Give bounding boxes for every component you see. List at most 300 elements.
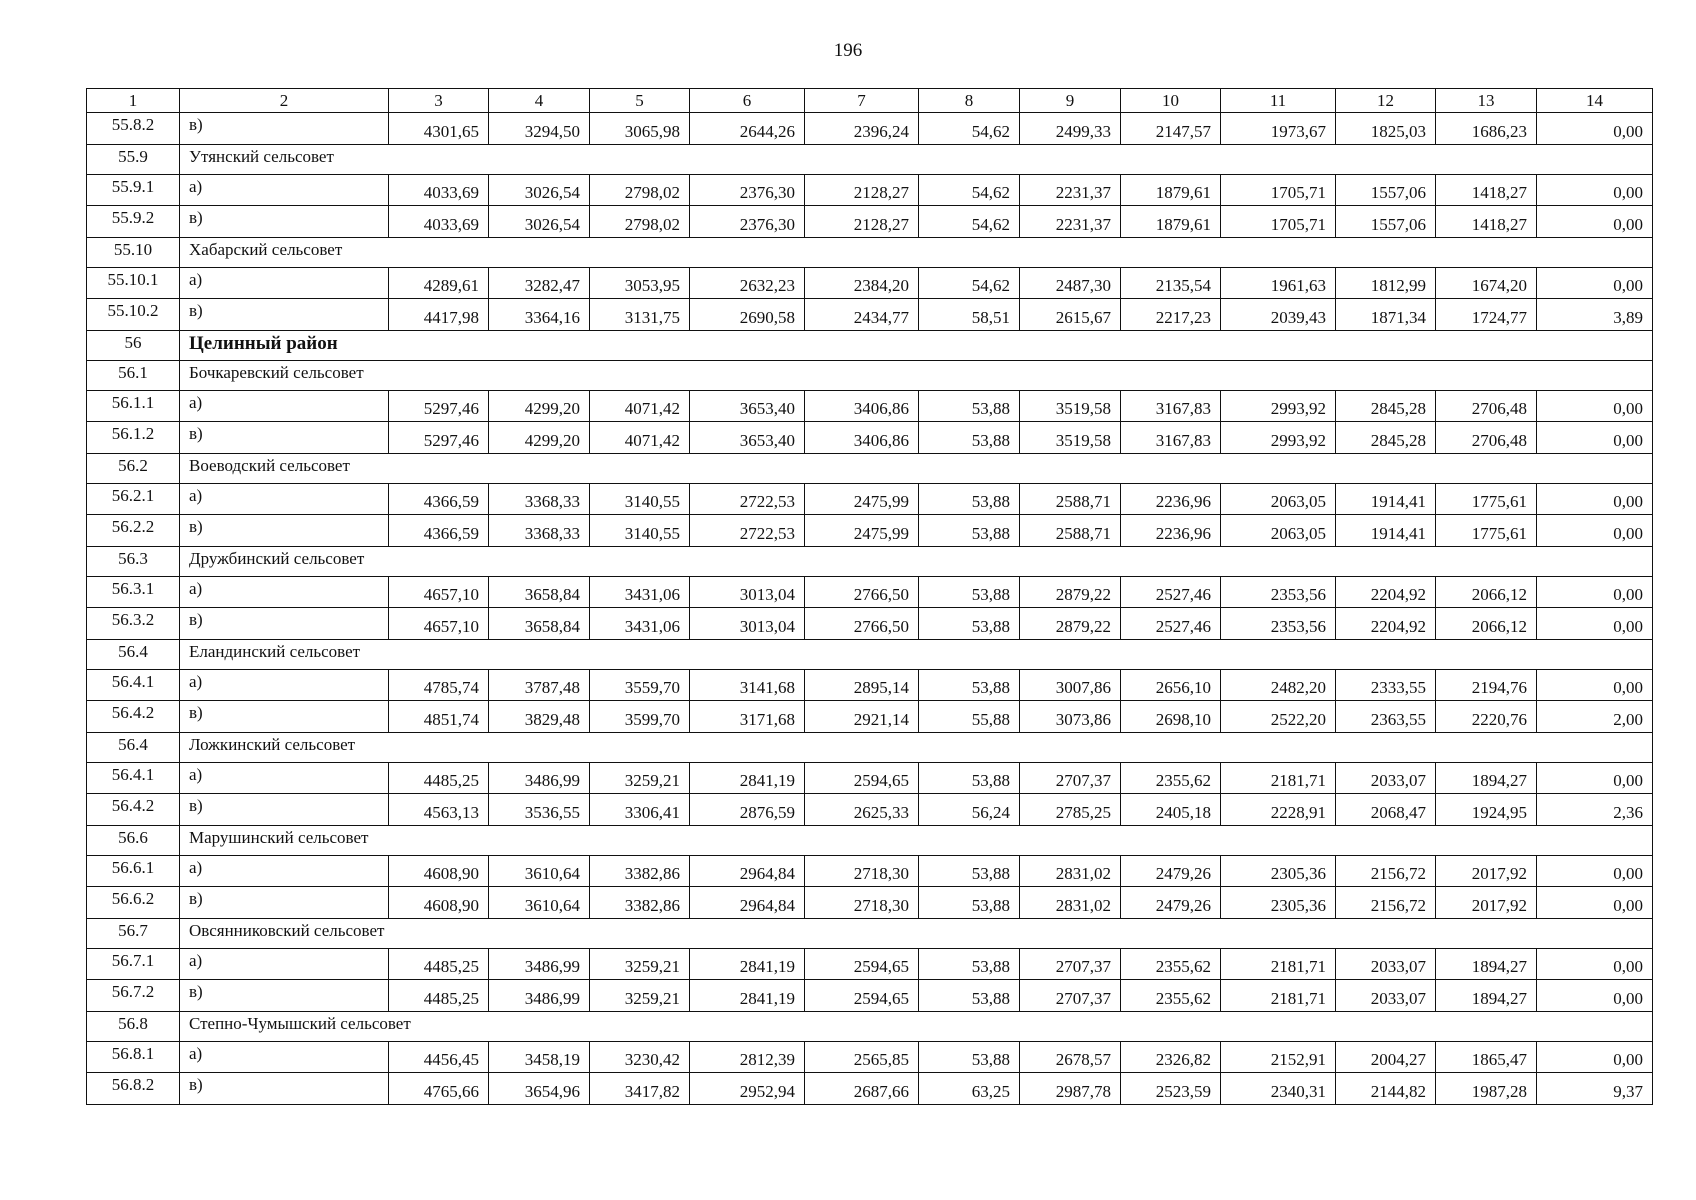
value-cell: 2952,94 (690, 1073, 805, 1105)
value-cell: 2340,31 (1221, 1073, 1336, 1105)
value-cell: 2135,54 (1121, 267, 1221, 299)
value-cell: 2594,65 (805, 948, 919, 980)
value-cell: 2236,96 (1121, 483, 1221, 515)
group-row (87, 825, 1653, 855)
value-cell: 2722,53 (690, 515, 805, 547)
value-cell: 1557,06 (1336, 206, 1436, 238)
value-cell: 2588,71 (1020, 515, 1121, 547)
value-cell: 2231,37 (1020, 174, 1121, 206)
value-cell: 0,00 (1537, 762, 1653, 794)
value-cell: 3026,54 (489, 174, 590, 206)
value-cell: 2706,48 (1436, 390, 1537, 422)
row-code: 56.6 (87, 825, 180, 855)
row-code: 56.7.1 (87, 948, 180, 980)
row-label: в) (180, 887, 389, 919)
value-cell: 2625,33 (805, 794, 919, 826)
value-cell: 2487,30 (1020, 267, 1121, 299)
value-cell: 3065,98 (590, 113, 690, 145)
value-cell: 3368,33 (489, 515, 590, 547)
value-cell: 2845,28 (1336, 422, 1436, 454)
value-cell: 3140,55 (590, 515, 690, 547)
table-row (87, 299, 1653, 331)
value-cell: 3073,86 (1020, 701, 1121, 733)
value-cell: 3536,55 (489, 794, 590, 826)
value-cell: 2181,71 (1221, 980, 1336, 1012)
value-cell: 3559,70 (590, 669, 690, 701)
group-title: Дружбинский сельсовет (180, 546, 1653, 576)
row-code: 56.1.2 (87, 422, 180, 454)
table-row (87, 576, 1653, 608)
value-cell: 3259,21 (590, 948, 690, 980)
value-cell: 0,00 (1537, 1041, 1653, 1073)
row-code: 56.4 (87, 732, 180, 762)
value-cell: 2482,20 (1221, 669, 1336, 701)
value-cell: 0,00 (1537, 855, 1653, 887)
value-cell: 1871,34 (1336, 299, 1436, 331)
value-cell: 5297,46 (389, 390, 489, 422)
value-cell: 0,00 (1537, 608, 1653, 640)
row-code: 56.3.1 (87, 576, 180, 608)
value-cell: 1879,61 (1121, 206, 1221, 238)
value-cell: 3431,06 (590, 608, 690, 640)
row-code: 56.6.1 (87, 855, 180, 887)
value-cell: 0,00 (1537, 113, 1653, 145)
row-code: 56.2 (87, 453, 180, 483)
value-cell: 4299,20 (489, 422, 590, 454)
value-cell: 4765,66 (389, 1073, 489, 1105)
value-cell: 4366,59 (389, 483, 489, 515)
row-code: 55.8.2 (87, 113, 180, 145)
row-code: 56.1 (87, 360, 180, 390)
value-cell: 4033,69 (389, 206, 489, 238)
group-title: Степно-Чумышский сельсовет (180, 1011, 1653, 1041)
value-cell: 1775,61 (1436, 483, 1537, 515)
value-cell: 2004,27 (1336, 1041, 1436, 1073)
value-cell: 2217,23 (1121, 299, 1221, 331)
value-cell: 53,88 (919, 1041, 1020, 1073)
value-cell: 3610,64 (489, 887, 590, 919)
row-code: 56 (87, 330, 180, 360)
value-cell: 2066,12 (1436, 608, 1537, 640)
value-cell: 3282,47 (489, 267, 590, 299)
table-row (87, 980, 1653, 1012)
group-title: Марушинский сельсовет (180, 825, 1653, 855)
row-code: 56.1.1 (87, 390, 180, 422)
value-cell: 3306,41 (590, 794, 690, 826)
value-cell: 2194,76 (1436, 669, 1537, 701)
value-cell: 3026,54 (489, 206, 590, 238)
value-cell: 3458,19 (489, 1041, 590, 1073)
column-header: 2 (180, 89, 389, 113)
value-cell: 2565,85 (805, 1041, 919, 1073)
value-cell: 0,00 (1537, 948, 1653, 980)
value-cell: 3382,86 (590, 887, 690, 919)
value-cell: 2128,27 (805, 206, 919, 238)
row-code: 55.10.2 (87, 299, 180, 331)
value-cell: 53,88 (919, 980, 1020, 1012)
value-cell: 55,88 (919, 701, 1020, 733)
value-cell: 2632,23 (690, 267, 805, 299)
value-cell: 3658,84 (489, 608, 590, 640)
column-header: 12 (1336, 89, 1436, 113)
value-cell: 3171,68 (690, 701, 805, 733)
value-cell: 4485,25 (389, 762, 489, 794)
value-cell: 3140,55 (590, 483, 690, 515)
value-cell: 2718,30 (805, 887, 919, 919)
value-cell: 4485,25 (389, 948, 489, 980)
group-title: Хабарский сельсовет (180, 237, 1653, 267)
value-cell: 2798,02 (590, 174, 690, 206)
value-cell: 1724,77 (1436, 299, 1537, 331)
table-row (87, 701, 1653, 733)
group-title: Ложкинский сельсовет (180, 732, 1653, 762)
value-cell: 2033,07 (1336, 948, 1436, 980)
value-cell: 0,00 (1537, 267, 1653, 299)
value-cell: 2993,92 (1221, 422, 1336, 454)
value-cell: 3658,84 (489, 576, 590, 608)
value-cell: 2405,18 (1121, 794, 1221, 826)
value-cell: 53,88 (919, 390, 1020, 422)
value-cell: 4366,59 (389, 515, 489, 547)
value-cell: 3406,86 (805, 422, 919, 454)
value-cell: 3259,21 (590, 980, 690, 1012)
value-cell: 1894,27 (1436, 948, 1537, 980)
row-label: а) (180, 390, 389, 422)
value-cell: 2707,37 (1020, 948, 1121, 980)
value-cell: 3787,48 (489, 669, 590, 701)
value-cell: 2707,37 (1020, 762, 1121, 794)
value-cell: 2812,39 (690, 1041, 805, 1073)
value-cell: 2499,33 (1020, 113, 1121, 145)
value-cell: 2,36 (1537, 794, 1653, 826)
column-header: 8 (919, 89, 1020, 113)
value-cell: 2063,05 (1221, 515, 1336, 547)
value-cell: 2231,37 (1020, 206, 1121, 238)
row-label: в) (180, 113, 389, 145)
value-cell: 3654,96 (489, 1073, 590, 1105)
column-header: 10 (1121, 89, 1221, 113)
table-row (87, 1073, 1653, 1105)
value-cell: 56,24 (919, 794, 1020, 826)
value-cell: 53,88 (919, 887, 1020, 919)
row-label: в) (180, 1073, 389, 1105)
value-cell: 3599,70 (590, 701, 690, 733)
row-code: 55.9.1 (87, 174, 180, 206)
value-cell: 1894,27 (1436, 762, 1537, 794)
value-cell: 3382,86 (590, 855, 690, 887)
row-label: а) (180, 483, 389, 515)
value-cell: 53,88 (919, 669, 1020, 701)
value-cell: 2879,22 (1020, 576, 1121, 608)
group-title: Бочкаревский сельсовет (180, 360, 1653, 390)
value-cell: 3364,16 (489, 299, 590, 331)
row-code: 56.4.1 (87, 762, 180, 794)
value-cell: 53,88 (919, 762, 1020, 794)
value-cell: 1812,99 (1336, 267, 1436, 299)
row-code: 56.7.2 (87, 980, 180, 1012)
value-cell: 2033,07 (1336, 980, 1436, 1012)
value-cell: 4608,90 (389, 887, 489, 919)
table-row (87, 762, 1653, 794)
value-cell: 4299,20 (489, 390, 590, 422)
table-row (87, 887, 1653, 919)
value-cell: 2706,48 (1436, 422, 1537, 454)
district-title: Целинный район (180, 330, 1653, 360)
value-cell: 2355,62 (1121, 762, 1221, 794)
value-cell: 2785,25 (1020, 794, 1121, 826)
value-cell: 3294,50 (489, 113, 590, 145)
value-cell: 2144,82 (1336, 1073, 1436, 1105)
value-cell: 0,00 (1537, 980, 1653, 1012)
row-label: а) (180, 669, 389, 701)
value-cell: 0,00 (1537, 887, 1653, 919)
value-cell: 2527,46 (1121, 576, 1221, 608)
row-label: а) (180, 174, 389, 206)
value-cell: 3406,86 (805, 390, 919, 422)
value-cell: 2993,92 (1221, 390, 1336, 422)
group-row (87, 360, 1653, 390)
value-cell: 2964,84 (690, 887, 805, 919)
value-cell: 4485,25 (389, 980, 489, 1012)
value-cell: 2063,05 (1221, 483, 1336, 515)
column-header: 5 (590, 89, 690, 113)
value-cell: 4657,10 (389, 608, 489, 640)
value-cell: 1418,27 (1436, 206, 1537, 238)
value-cell: 3007,86 (1020, 669, 1121, 701)
column-header: 6 (690, 89, 805, 113)
value-cell: 3653,40 (690, 422, 805, 454)
value-cell: 2831,02 (1020, 855, 1121, 887)
value-cell: 2363,55 (1336, 701, 1436, 733)
value-cell: 2355,62 (1121, 980, 1221, 1012)
row-label: в) (180, 980, 389, 1012)
value-cell: 53,88 (919, 483, 1020, 515)
table-row (87, 267, 1653, 299)
row-code: 55.10.1 (87, 267, 180, 299)
value-cell: 2594,65 (805, 980, 919, 1012)
value-cell: 2017,92 (1436, 855, 1537, 887)
value-cell: 0,00 (1537, 422, 1653, 454)
value-cell: 2204,92 (1336, 576, 1436, 608)
value-cell: 3486,99 (489, 948, 590, 980)
value-cell: 4033,69 (389, 174, 489, 206)
row-code: 56.8 (87, 1011, 180, 1041)
value-cell: 4301,65 (389, 113, 489, 145)
value-cell: 53,88 (919, 948, 1020, 980)
value-cell: 1775,61 (1436, 515, 1537, 547)
group-row (87, 546, 1653, 576)
value-cell: 3167,83 (1121, 422, 1221, 454)
row-label: в) (180, 422, 389, 454)
value-cell: 2434,77 (805, 299, 919, 331)
value-cell: 2220,76 (1436, 701, 1537, 733)
value-cell: 4417,98 (389, 299, 489, 331)
value-cell: 58,51 (919, 299, 1020, 331)
value-cell: 2,00 (1537, 701, 1653, 733)
value-cell: 1557,06 (1336, 174, 1436, 206)
row-label: в) (180, 608, 389, 640)
value-cell: 3131,75 (590, 299, 690, 331)
value-cell: 2841,19 (690, 948, 805, 980)
value-cell: 3259,21 (590, 762, 690, 794)
value-cell: 3519,58 (1020, 422, 1121, 454)
value-cell: 2333,55 (1336, 669, 1436, 701)
value-cell: 2384,20 (805, 267, 919, 299)
value-cell: 0,00 (1537, 669, 1653, 701)
value-cell: 2718,30 (805, 855, 919, 887)
value-cell: 4071,42 (590, 422, 690, 454)
group-title: Утянский сельсовет (180, 144, 1653, 174)
table-row (87, 113, 1653, 145)
header-row (87, 89, 1653, 113)
value-cell: 2766,50 (805, 576, 919, 608)
value-cell: 2921,14 (805, 701, 919, 733)
value-cell: 0,00 (1537, 576, 1653, 608)
value-cell: 53,88 (919, 855, 1020, 887)
value-cell: 1705,71 (1221, 174, 1336, 206)
value-cell: 54,62 (919, 113, 1020, 145)
table-row (87, 206, 1653, 238)
value-cell: 2879,22 (1020, 608, 1121, 640)
value-cell: 1914,41 (1336, 483, 1436, 515)
row-label: а) (180, 948, 389, 980)
value-cell: 2181,71 (1221, 948, 1336, 980)
value-cell: 2475,99 (805, 483, 919, 515)
row-code: 55.10 (87, 237, 180, 267)
value-cell: 1914,41 (1336, 515, 1436, 547)
value-cell: 54,62 (919, 206, 1020, 238)
value-cell: 3829,48 (489, 701, 590, 733)
value-cell: 5297,46 (389, 422, 489, 454)
value-cell: 54,62 (919, 267, 1020, 299)
value-cell: 2615,67 (1020, 299, 1121, 331)
value-cell: 1825,03 (1336, 113, 1436, 145)
table-row (87, 794, 1653, 826)
value-cell: 54,62 (919, 174, 1020, 206)
table-row (87, 855, 1653, 887)
value-cell: 3013,04 (690, 576, 805, 608)
value-cell: 2128,27 (805, 174, 919, 206)
value-cell: 2678,57 (1020, 1041, 1121, 1073)
value-cell: 1865,47 (1436, 1041, 1537, 1073)
value-cell: 4456,45 (389, 1041, 489, 1073)
value-cell: 3519,58 (1020, 390, 1121, 422)
value-cell: 2707,37 (1020, 980, 1121, 1012)
row-label: в) (180, 515, 389, 547)
value-cell: 2355,62 (1121, 948, 1221, 980)
value-cell: 1961,63 (1221, 267, 1336, 299)
group-row (87, 1011, 1653, 1041)
row-label: в) (180, 794, 389, 826)
value-cell: 2841,19 (690, 762, 805, 794)
group-title: Еландинский сельсовет (180, 639, 1653, 669)
value-cell: 2698,10 (1121, 701, 1221, 733)
row-code: 55.9 (87, 144, 180, 174)
group-row (87, 918, 1653, 948)
row-code: 56.8.2 (87, 1073, 180, 1105)
value-cell: 2305,36 (1221, 887, 1336, 919)
row-code: 56.4.1 (87, 669, 180, 701)
group-row (87, 732, 1653, 762)
value-cell: 2204,92 (1336, 608, 1436, 640)
value-cell: 4657,10 (389, 576, 489, 608)
value-cell: 2479,26 (1121, 855, 1221, 887)
value-cell: 1705,71 (1221, 206, 1336, 238)
row-code: 56.2.2 (87, 515, 180, 547)
value-cell: 2039,43 (1221, 299, 1336, 331)
value-cell: 1973,67 (1221, 113, 1336, 145)
value-cell: 1987,28 (1436, 1073, 1537, 1105)
value-cell: 2522,20 (1221, 701, 1336, 733)
column-header: 13 (1436, 89, 1537, 113)
row-code: 56.6.2 (87, 887, 180, 919)
value-cell: 2479,26 (1121, 887, 1221, 919)
value-cell: 1686,23 (1436, 113, 1537, 145)
value-cell: 2305,36 (1221, 855, 1336, 887)
value-cell: 3141,68 (690, 669, 805, 701)
value-cell: 0,00 (1537, 390, 1653, 422)
table-row (87, 515, 1653, 547)
value-cell: 0,00 (1537, 174, 1653, 206)
value-cell: 1894,27 (1436, 980, 1537, 1012)
value-cell: 3431,06 (590, 576, 690, 608)
value-cell: 4071,42 (590, 390, 690, 422)
value-cell: 2964,84 (690, 855, 805, 887)
value-cell: 2147,57 (1121, 113, 1221, 145)
value-cell: 53,88 (919, 608, 1020, 640)
group-row (87, 639, 1653, 669)
value-cell: 63,25 (919, 1073, 1020, 1105)
row-label: а) (180, 267, 389, 299)
row-code: 56.8.1 (87, 1041, 180, 1073)
value-cell: 3653,40 (690, 390, 805, 422)
value-cell: 2656,10 (1121, 669, 1221, 701)
value-cell: 4563,13 (389, 794, 489, 826)
value-cell: 2353,56 (1221, 608, 1336, 640)
value-cell: 3610,64 (489, 855, 590, 887)
value-cell: 2876,59 (690, 794, 805, 826)
column-header: 4 (489, 89, 590, 113)
value-cell: 2895,14 (805, 669, 919, 701)
value-cell: 2845,28 (1336, 390, 1436, 422)
table-row (87, 669, 1653, 701)
value-cell: 3013,04 (690, 608, 805, 640)
value-cell: 2156,72 (1336, 887, 1436, 919)
value-cell: 2475,99 (805, 515, 919, 547)
row-code: 56.2.1 (87, 483, 180, 515)
value-cell: 3368,33 (489, 483, 590, 515)
value-cell: 3,89 (1537, 299, 1653, 331)
value-cell: 2527,46 (1121, 608, 1221, 640)
page-number: 196 (833, 40, 863, 61)
value-cell: 2353,56 (1221, 576, 1336, 608)
value-cell: 2987,78 (1020, 1073, 1121, 1105)
district-row (87, 330, 1653, 360)
row-label: в) (180, 299, 389, 331)
value-cell: 2588,71 (1020, 483, 1121, 515)
value-cell: 3167,83 (1121, 390, 1221, 422)
value-cell: 2831,02 (1020, 887, 1121, 919)
value-cell: 4785,74 (389, 669, 489, 701)
row-code: 56.3.2 (87, 608, 180, 640)
group-row (87, 144, 1653, 174)
value-cell: 2066,12 (1436, 576, 1537, 608)
group-title: Овсянниковский сельсовет (180, 918, 1653, 948)
value-cell: 3417,82 (590, 1073, 690, 1105)
value-cell: 2376,30 (690, 174, 805, 206)
value-cell: 2068,47 (1336, 794, 1436, 826)
tariff-table (86, 88, 1653, 1105)
